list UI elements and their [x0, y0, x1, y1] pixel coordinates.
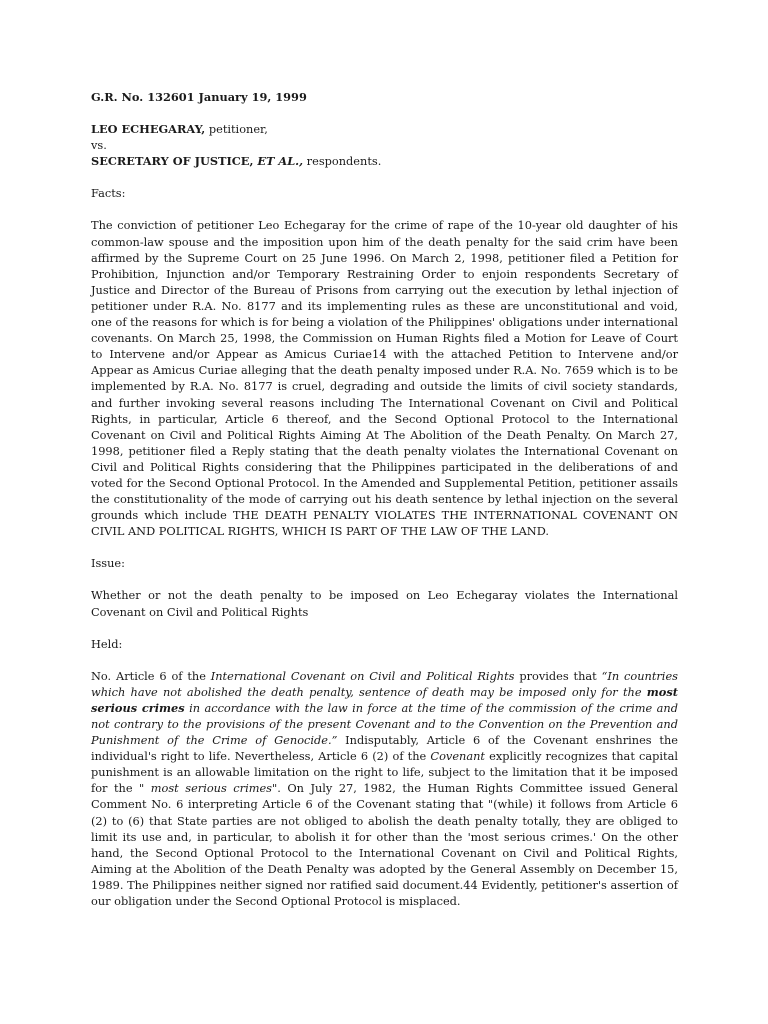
held-text-9: explicitly recognizes that capital punishment is an allowable limitation on the right to life, subject to the limitation that it be imposed for the " [91, 749, 678, 796]
facts-body: The conviction of petitioner Leo Echegaray for the crime of rape of the 10-year old daughter of his common-law spouse and the imposition upon him of the death penalty for the said crim have been affirmed by the Supreme Court on 25 June 1996. On March 2, 1998, petitioner filed a Petition for Prohibition, Injunction and/or Temporary Restraining Order to enjoin respondents Secretary of Justice and Director of the Bureau of Prisons from carrying out the execution by lethal injection of petitioner under R.A. No. 8177 and its implementing rules as these are unconstitutional and void, one of the reasons for which is for being a violation of the Philippines' obligations under international covenants. On March 25, 1998, the Commission on Human Rights filed a Motion for Leave of Court to Intervene and/or Appear as Amicus Curiae14 with the attached Petition to Intervene and/or Appear as Amicus Curiae alleging that the death penalty imposed under R.A. No. 7659 which is to be implemented by R.A. No. 8177 is cruel, degrading and outside the limits of civil society standards, and further invoking several reasons including The International Covenant on Civil and Political Rights, in particular, Article 6 thereof, and the Second Optional Protocol to the International Covenant on Civil and Political Rights Aiming At The Abolition of the Death Penalty. On March 27, 1998, petitioner filed a Reply stating that the death penalty violates the International Covenant on Civil and Political Rights considering that the Philippines participated in the deliberations of and voted for the Second Optional Protocol. In the Amended and Supplemental Petition, petitioner assails the constitutionality of the mode of carrying out his death sentence by lethal injection on the several grounds which include THE DEATH PENALTY VIOLATES THE INTERNATIONAL COVENANT ON CIVIL AND POLITICAL RIGHTS, WHICH IS PART OF THE LAW OF THE LAND. [91, 218, 678, 539]
respondent-etal: ET AL., [253, 154, 304, 169]
facts-heading: Facts: [91, 186, 126, 201]
case-number [91, 89, 678, 105]
case-number-text: G.R. No. 132601 January 19, 1999 [91, 90, 307, 104]
held-text-11: ". On July 27, 1982, the Human Rights Committee issued General Comment No. 6 interpreting Article 6 of the Covenant stating that "(while) it follows from Article 6 (2) to (6) that State parties are not obliged to abolish the death penalty totally, they are obliged to limit its use and, in particular, to abolish it for other than the 'most serious crimes.' On the other hand, the Second Optional Protocol to the International Covenant on Civil and Political Rights, Aiming at the Abolition of the Death Penalty was adopted by the General Assembly on December 15, 1989. The Philippines neither signed nor ratified said document.44 Evidently, petitioner's assertion of our obligation under the Second Optional Protocol is misplaced. [91, 781, 678, 909]
held-most-serious-crimes: most serious crimes [91, 684, 678, 715]
held-quote-2: in accordance with the law in force at the time of the commission of the crime and not contrary to the provisions of the present Covenant and to the Convention on the Prevention and Punishment of the Crime of Genocide.” [91, 700, 679, 748]
held-text-7: Indisputably, Article 6 of the Covenant enshrines the individual's right to life. Nevertheless, Article 6 (2) of the [91, 733, 678, 764]
respondent-role: respondents. [303, 154, 382, 169]
petitioner-name: LEO ECHEGARAY, [91, 122, 206, 137]
held-body [91, 668, 678, 909]
held-text-1: No. Article 6 of the [91, 668, 211, 683]
issue-body: Whether or not the death penalty to be imposed on Leo Echegaray violates the International Covenant on Civil and Political Rights [91, 588, 678, 619]
held-heading: Held: [91, 636, 123, 651]
held-covenant: Covenant [430, 749, 485, 764]
petitioner-line [91, 121, 678, 137]
held-text-2: International Covenant on Civil and Political Rights [210, 668, 515, 683]
versus-line: vs. [91, 138, 107, 153]
issue-heading: Issue: [91, 556, 125, 571]
held-text-3: provides that [514, 668, 602, 683]
held-most-serious-crimes-2: most serious crimes [144, 781, 272, 796]
respondent-line [91, 153, 678, 169]
respondent-name: SECRETARY OF JUSTICE, [91, 154, 254, 169]
petitioner-role: petitioner, [205, 122, 268, 137]
held-quote-1: “In countries which have not abolished the death penalty, sentence of death may be imposed only for the [91, 668, 678, 699]
document-page [91, 89, 678, 909]
